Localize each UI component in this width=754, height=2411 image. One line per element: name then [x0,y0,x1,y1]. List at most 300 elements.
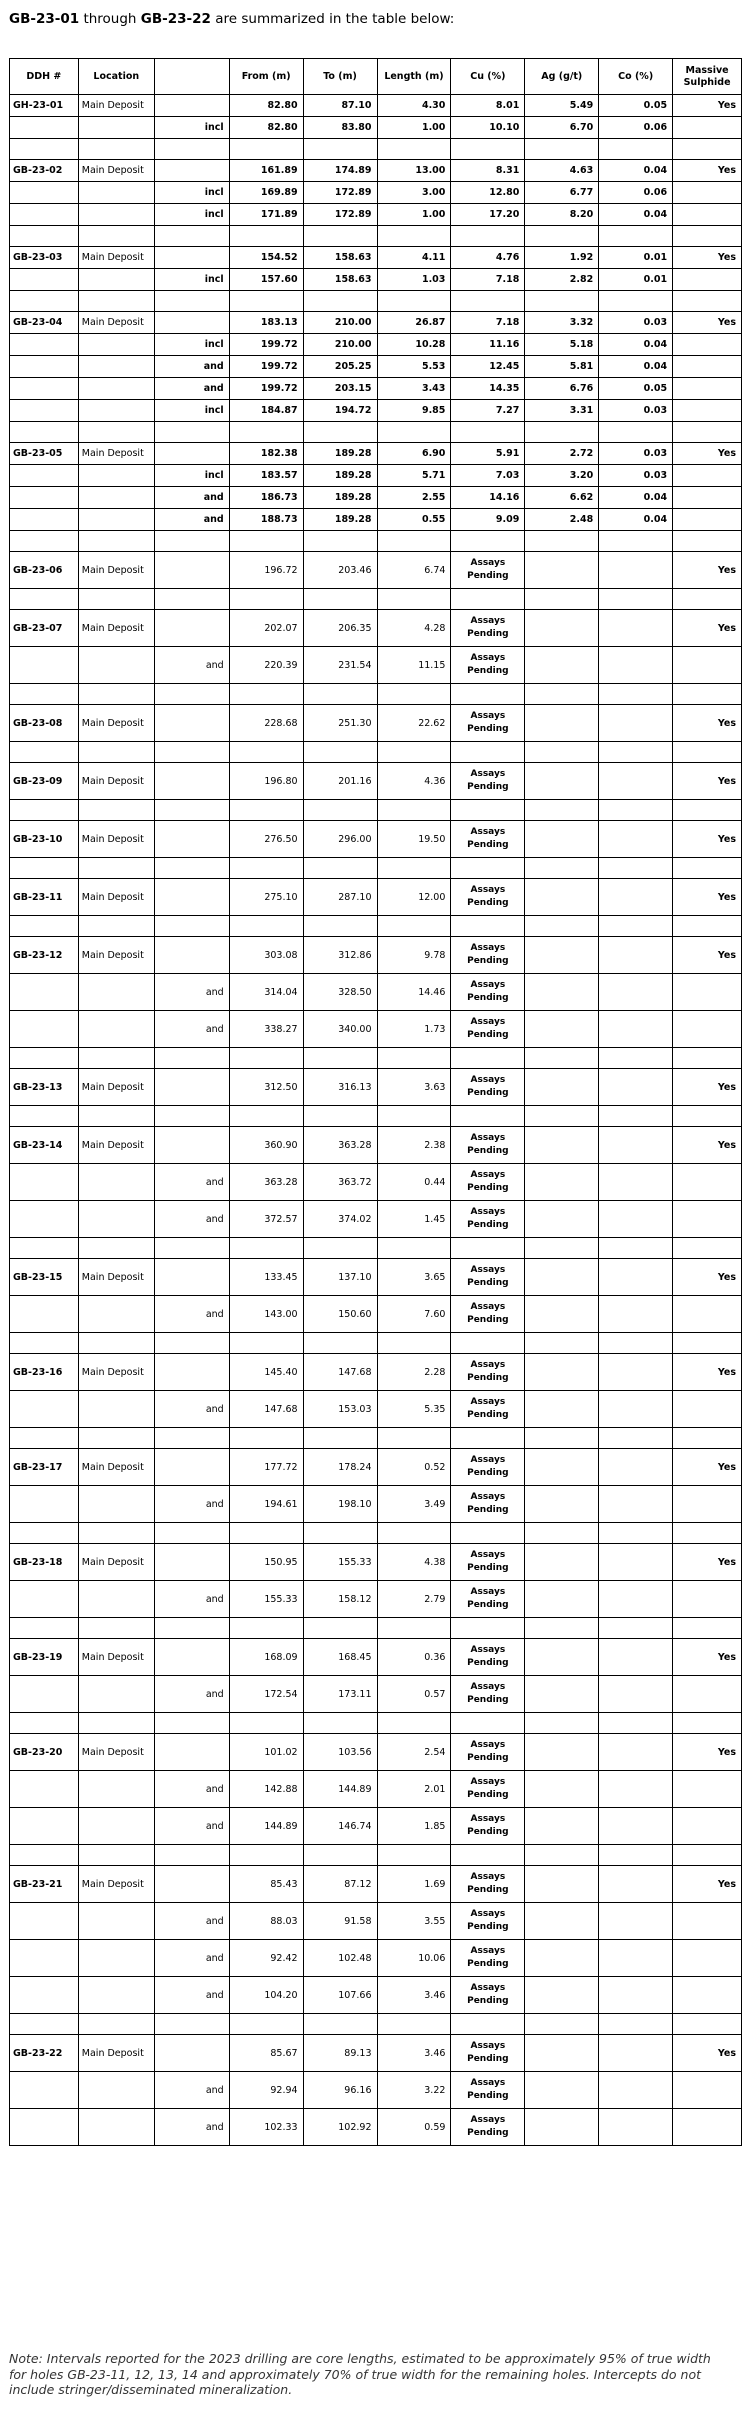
length-cell: 9.85 [377,400,451,422]
to-cell: 201.16 [303,763,377,800]
massive-sulphide-cell: Yes [673,1734,742,1771]
cu-cell: 4.76 [451,247,525,269]
spacer-row [10,1106,742,1127]
ag-cell [525,1581,599,1618]
empty-cell [78,858,154,879]
table-row-pending [10,763,742,800]
ddh-cell [10,356,79,378]
length-cell: 3.49 [377,1486,451,1523]
cu-cell: 11.16 [451,334,525,356]
qualifier-cell [154,312,229,334]
empty-cell [377,800,451,821]
qualifier-cell: and [154,647,229,684]
from-cell: 85.67 [229,2035,303,2072]
massive-sulphide-cell [673,334,742,356]
qualifier-cell: incl [154,204,229,226]
location-cell: Main Deposit [78,1127,154,1164]
empty-cell [599,291,673,312]
qualifier-cell [154,1734,229,1771]
ag-cell: 6.77 [525,182,599,204]
location-cell: Main Deposit [78,552,154,589]
from-cell: 82.80 [229,117,303,139]
massive-sulphide-cell [673,2072,742,2109]
empty-cell [673,1713,742,1734]
ddh-cell: GB-23-09 [10,763,79,800]
cu-cell: 17.20 [451,204,525,226]
to-cell: 173.11 [303,1676,377,1713]
ddh-cell: GB-23-04 [10,312,79,334]
empty-cell [525,1523,599,1544]
length-cell: 3.63 [377,1069,451,1106]
spacer-row [10,291,742,312]
empty-cell [303,1048,377,1069]
empty-cell [154,422,229,443]
from-cell: 92.42 [229,1940,303,1977]
empty-cell [154,139,229,160]
length-cell: 3.00 [377,182,451,204]
empty-cell [303,226,377,247]
ddh-cell [10,2072,79,2109]
empty-cell [599,684,673,705]
table-row-pending [10,1544,742,1581]
table-row-pending [10,705,742,742]
empty-cell [229,1106,303,1127]
empty-cell [229,1048,303,1069]
empty-cell [303,422,377,443]
empty-cell [377,916,451,937]
ddh-cell: GB-23-03 [10,247,79,269]
massive-sulphide-cell: Yes [673,879,742,916]
empty-cell [303,916,377,937]
ag-cell [525,1449,599,1486]
empty-cell [451,1523,525,1544]
empty-cell [303,1845,377,1866]
from-cell: 172.54 [229,1676,303,1713]
location-cell [78,1164,154,1201]
co-cell [599,1544,673,1581]
ddh-cell: GB-23-10 [10,821,79,858]
empty-cell [10,1048,79,1069]
ag-cell: 2.48 [525,509,599,531]
empty-cell [10,1523,79,1544]
spacer-row [10,531,742,552]
location-cell [78,117,154,139]
header-cu: Cu (%) [451,59,525,95]
to-cell: 287.10 [303,879,377,916]
empty-cell [229,589,303,610]
empty-cell [673,1048,742,1069]
length-cell: 1.69 [377,1866,451,1903]
table-row [10,400,742,422]
ag-cell [525,1391,599,1428]
ag-cell: 4.63 [525,160,599,182]
empty-cell [599,422,673,443]
ddh-cell [10,1676,79,1713]
empty-cell [154,684,229,705]
massive-sulphide-cell [673,974,742,1011]
empty-cell [451,1106,525,1127]
ag-cell: 6.70 [525,117,599,139]
co-cell: 0.06 [599,117,673,139]
assay-status-cell: Assays Pending [451,1734,525,1771]
empty-cell [154,916,229,937]
ag-cell: 3.20 [525,465,599,487]
co-cell: 0.04 [599,160,673,182]
qualifier-cell: and [154,378,229,400]
ddh-cell: GB-23-11 [10,879,79,916]
to-cell: 203.15 [303,378,377,400]
empty-cell [154,1428,229,1449]
to-cell: 189.28 [303,509,377,531]
from-cell: 275.10 [229,879,303,916]
spacer-row [10,800,742,821]
empty-cell [525,2014,599,2035]
from-cell: 194.61 [229,1486,303,1523]
location-cell: Main Deposit [78,1866,154,1903]
spacer-row [10,2014,742,2035]
location-cell [78,1201,154,1238]
ddh-cell: GB-23-16 [10,1354,79,1391]
massive-sulphide-cell: Yes [673,763,742,800]
qualifier-cell: incl [154,182,229,204]
table-row-pending [10,1127,742,1164]
assay-status-cell: Assays Pending [451,1808,525,1845]
from-cell: 188.73 [229,509,303,531]
from-cell: 169.89 [229,182,303,204]
from-cell: 196.72 [229,552,303,589]
length-cell: 1.00 [377,204,451,226]
co-cell [599,1011,673,1048]
assay-status-cell: Assays Pending [451,1127,525,1164]
table-row-pending [10,1808,742,1845]
ag-cell [525,1544,599,1581]
location-cell [78,1977,154,2014]
massive-sulphide-cell [673,1771,742,1808]
empty-cell [525,1428,599,1449]
empty-cell [78,589,154,610]
empty-cell [673,1238,742,1259]
co-cell [599,1771,673,1808]
header-ag: Ag (g/t) [525,59,599,95]
ag-cell [525,1639,599,1676]
assay-status-cell: Assays Pending [451,1771,525,1808]
empty-cell [229,422,303,443]
empty-cell [451,742,525,763]
massive-sulphide-cell [673,1808,742,1845]
ag-cell [525,1676,599,1713]
empty-cell [673,916,742,937]
empty-cell [673,531,742,552]
assay-status-cell: Assays Pending [451,647,525,684]
empty-cell [229,1428,303,1449]
from-cell: 199.72 [229,378,303,400]
empty-cell [525,916,599,937]
length-cell: 2.79 [377,1581,451,1618]
table-row [10,160,742,182]
co-cell: 0.03 [599,400,673,422]
location-cell [78,974,154,1011]
massive-sulphide-cell [673,269,742,291]
location-cell [78,1808,154,1845]
to-cell: 194.72 [303,400,377,422]
location-cell: Main Deposit [78,2035,154,2072]
to-cell: 328.50 [303,974,377,1011]
to-cell: 205.25 [303,356,377,378]
length-cell: 3.65 [377,1259,451,1296]
empty-cell [229,1713,303,1734]
table-row [10,95,742,117]
location-cell [78,1903,154,1940]
from-cell: 314.04 [229,974,303,1011]
spacer-row [10,684,742,705]
massive-sulphide-cell: Yes [673,1639,742,1676]
ddh-cell [10,1977,79,2014]
empty-cell [451,226,525,247]
empty-cell [673,1333,742,1354]
empty-cell [229,2014,303,2035]
spacer-row [10,422,742,443]
massive-sulphide-cell: Yes [673,552,742,589]
empty-cell [78,1713,154,1734]
empty-cell [229,139,303,160]
empty-cell [10,139,79,160]
ag-cell [525,1486,599,1523]
location-cell: Main Deposit [78,1354,154,1391]
to-cell: 172.89 [303,182,377,204]
location-cell [78,1011,154,1048]
location-cell: Main Deposit [78,1544,154,1581]
empty-cell [451,1333,525,1354]
qualifier-cell [154,2035,229,2072]
ag-cell [525,647,599,684]
length-cell: 0.44 [377,1164,451,1201]
massive-sulphide-cell [673,1903,742,1940]
cu-cell: 8.31 [451,160,525,182]
massive-sulphide-cell [673,1940,742,1977]
location-cell: Main Deposit [78,705,154,742]
table-row [10,204,742,226]
table-row-pending [10,1011,742,1048]
empty-cell [78,1048,154,1069]
length-cell: 2.54 [377,1734,451,1771]
header-length: Length (m) [377,59,451,95]
assay-status-cell: Assays Pending [451,1903,525,1940]
assay-status-cell: Assays Pending [451,974,525,1011]
cu-cell: 10.10 [451,117,525,139]
from-cell: 360.90 [229,1127,303,1164]
to-cell: 363.28 [303,1127,377,1164]
massive-sulphide-cell [673,647,742,684]
assay-status-cell: Assays Pending [451,1486,525,1523]
ddh-cell: GB-23-08 [10,705,79,742]
assay-status-cell: Assays Pending [451,1544,525,1581]
ddh-cell [10,1808,79,1845]
table-row-pending [10,2109,742,2146]
location-cell [78,465,154,487]
empty-cell [154,800,229,821]
location-cell [78,269,154,291]
co-cell: 0.05 [599,95,673,117]
ddh-cell [10,204,79,226]
ddh-cell [10,1903,79,1940]
co-cell [599,879,673,916]
empty-cell [599,1428,673,1449]
spacer-row [10,1238,742,1259]
to-cell: 206.35 [303,610,377,647]
empty-cell [451,800,525,821]
empty-cell [525,139,599,160]
co-cell [599,1354,673,1391]
assay-status-cell: Assays Pending [451,1259,525,1296]
to-cell: 189.28 [303,443,377,465]
co-cell [599,1391,673,1428]
empty-cell [154,1845,229,1866]
assay-status-cell: Assays Pending [451,2072,525,2109]
co-cell [599,1940,673,1977]
length-cell: 19.50 [377,821,451,858]
qualifier-cell [154,160,229,182]
table-row-pending [10,1391,742,1428]
co-cell: 0.06 [599,182,673,204]
empty-cell [451,1713,525,1734]
massive-sulphide-cell [673,356,742,378]
cu-cell: 12.80 [451,182,525,204]
from-cell: 168.09 [229,1639,303,1676]
empty-cell [78,531,154,552]
length-cell: 12.00 [377,879,451,916]
length-cell: 0.57 [377,1676,451,1713]
qualifier-cell [154,1259,229,1296]
ddh-cell: GB-23-05 [10,443,79,465]
empty-cell [377,531,451,552]
table-row [10,247,742,269]
empty-cell [451,1845,525,1866]
length-cell: 10.06 [377,1940,451,1977]
co-cell [599,1069,673,1106]
length-cell: 10.28 [377,334,451,356]
co-cell [599,1903,673,1940]
co-cell [599,763,673,800]
empty-cell [673,422,742,443]
ddh-cell [10,1581,79,1618]
empty-cell [78,1428,154,1449]
co-cell: 0.04 [599,356,673,378]
from-cell: 312.50 [229,1069,303,1106]
empty-cell [154,531,229,552]
to-cell: 107.66 [303,1977,377,2014]
to-cell: 102.92 [303,2109,377,2146]
empty-cell [451,2014,525,2035]
to-cell: 210.00 [303,312,377,334]
qualifier-cell: incl [154,334,229,356]
empty-cell [377,2014,451,2035]
co-cell [599,1977,673,2014]
empty-cell [154,1618,229,1639]
empty-cell [303,1106,377,1127]
massive-sulphide-cell: Yes [673,1069,742,1106]
empty-cell [78,1238,154,1259]
to-cell: 158.63 [303,247,377,269]
length-cell: 1.73 [377,1011,451,1048]
empty-cell [78,139,154,160]
empty-cell [303,1523,377,1544]
from-cell: 143.00 [229,1296,303,1333]
massive-sulphide-cell: Yes [673,1127,742,1164]
empty-cell [599,139,673,160]
header-location: Location [78,59,154,95]
table-header-row [10,59,742,95]
qualifier-cell: and [154,1903,229,1940]
massive-sulphide-cell: Yes [673,1866,742,1903]
qualifier-cell: and [154,1296,229,1333]
ag-cell [525,1977,599,2014]
qualifier-cell: and [154,1164,229,1201]
cu-cell: 14.16 [451,487,525,509]
qualifier-cell: incl [154,269,229,291]
length-cell: 5.35 [377,1391,451,1428]
assay-status-cell: Assays Pending [451,1977,525,2014]
to-cell: 150.60 [303,1296,377,1333]
to-cell: 374.02 [303,1201,377,1238]
empty-cell [229,1618,303,1639]
empty-cell [377,226,451,247]
header-from: From (m) [229,59,303,95]
ag-cell [525,1866,599,1903]
empty-cell [377,422,451,443]
co-cell: 0.05 [599,378,673,400]
from-cell: 85.43 [229,1866,303,1903]
assay-status-cell: Assays Pending [451,552,525,589]
length-cell: 0.36 [377,1639,451,1676]
footnote: Note: Intervals reported for the 2023 drilling are core lengths, estimated to be approximately 95% of true width for holes GB-23-11, 12, 13, 14 and approximately 70% of true width for the remaining holes. Intercepts do not include stringer/disseminated mineralization. [9,2351,711,2397]
length-cell: 0.55 [377,509,451,531]
qualifier-cell: and [154,1808,229,1845]
spacer-row [10,589,742,610]
empty-cell [673,1106,742,1127]
massive-sulphide-cell [673,117,742,139]
table-row [10,509,742,531]
ag-cell [525,1069,599,1106]
qualifier-cell [154,552,229,589]
intro-connector: through [79,11,141,27]
empty-cell [525,1713,599,1734]
length-cell: 1.03 [377,269,451,291]
location-cell [78,2072,154,2109]
assay-status-cell: Assays Pending [451,1449,525,1486]
co-cell [599,1486,673,1523]
empty-cell [229,800,303,821]
empty-cell [673,684,742,705]
table-row [10,312,742,334]
from-cell: 150.95 [229,1544,303,1581]
from-cell: 196.80 [229,763,303,800]
ag-cell: 5.49 [525,95,599,117]
massive-sulphide-cell [673,1201,742,1238]
massive-sulphide-cell: Yes [673,937,742,974]
table-row-pending [10,1449,742,1486]
co-cell: 0.04 [599,334,673,356]
ddh-cell [10,647,79,684]
empty-cell [599,916,673,937]
empty-cell [599,226,673,247]
empty-cell [599,1523,673,1544]
empty-cell [599,1713,673,1734]
ddh-cell: GB-23-12 [10,937,79,974]
table-row-pending [10,647,742,684]
intro-from-hole: GB-23-01 [9,11,80,27]
massive-sulphide-cell: Yes [673,2035,742,2072]
spacer-row [10,1048,742,1069]
